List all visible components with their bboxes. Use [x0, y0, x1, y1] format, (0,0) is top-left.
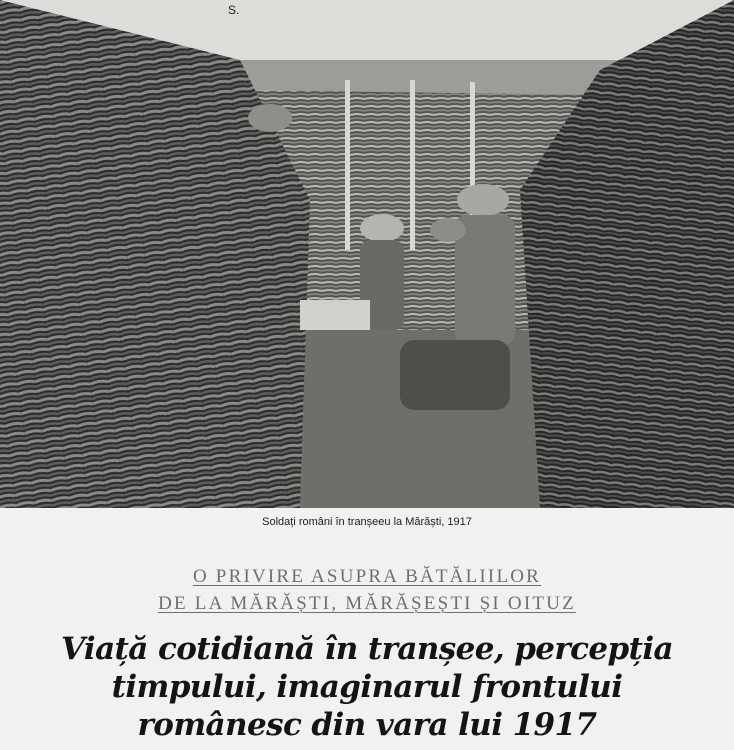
headline-line-1: Viață cotidiană în tranșee, percepția: [60, 631, 674, 667]
corner-mark: S.: [228, 3, 240, 17]
kicker-line-1: O PRIVIRE ASUPRA BĂTĂLIILOR: [192, 566, 542, 587]
kicker-line-2: DE LA MĂRĂȘTI, MĂRĂȘEȘTI ȘI OITUZ: [158, 593, 576, 614]
headline-line-3: românesc din vara lui 1917: [137, 707, 597, 743]
photo-caption: Soldați români în tranșeeu la Mărăști, 1917: [262, 516, 472, 528]
headline: [20, 630, 714, 744]
headline-line-2: timpului, imaginarul frontului: [111, 669, 623, 705]
kicker: [0, 563, 734, 617]
